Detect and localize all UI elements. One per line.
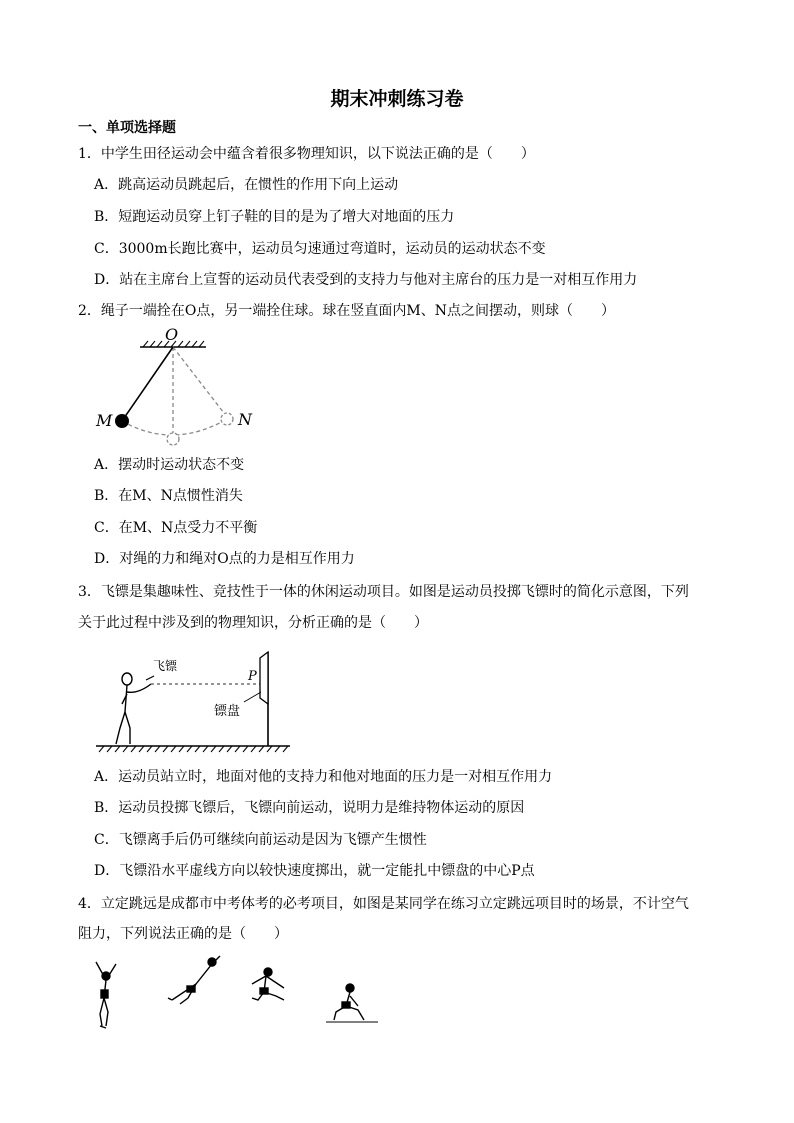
dartboard — [260, 652, 268, 704]
page-title: 期末冲刺练习卷 — [330, 88, 464, 110]
pendulum-figure — [88, 322, 278, 452]
question-2-stem: 2．绳子一端拴在O点，另一端拴住球。球在竖直面内M、N点之间摆动，则球（ ） — [78, 303, 615, 319]
question-1-option-c: C．3000m长跑比赛中，运动员匀速通过弯道时，运动员的运动状态不变 — [94, 241, 546, 257]
section-heading: 一、单项选择题 — [78, 120, 176, 136]
ball-m — [115, 414, 129, 428]
question-3-stem-line-2: 关于此过程中涉及到的物理知识，分析正确的是（ ） — [78, 615, 428, 631]
dart-figure — [94, 644, 294, 756]
point-m-label: M — [96, 411, 113, 430]
question-1-option-d: D．站在主席台上宣誓的运动员代表受到的支持力与他对主席台的压力是一对相互作用力 — [94, 272, 638, 288]
dart-label: 飞镖 — [153, 659, 178, 673]
ball-middle — [167, 433, 179, 445]
question-2-option-a: A．摆动时运动状态不变 — [94, 457, 245, 473]
ball-n — [221, 413, 233, 425]
question-1-option-b: B．短跑运动员穿上钉子鞋的目的是为了增大对地面的压力 — [94, 209, 455, 225]
question-3-option-c: C．飞镖离手后仍可继续向前运动是因为飞镖产生惯性 — [94, 832, 427, 848]
question-2-option-b: B．在M、N点惯性消失 — [94, 488, 243, 504]
question-1-option-a: A．跳高运动员跳起后，在惯性的作用下向上运动 — [94, 177, 399, 193]
thrower-figure — [116, 673, 151, 744]
question-4-stem-line-2: 阻力，下列说法正确的是（ ） — [78, 926, 288, 942]
point-o-label: O — [165, 325, 179, 344]
question-1-stem: 1．中学生田径运动会中蕴含着很多物理知识，以下说法正确的是（ ） — [78, 146, 535, 162]
point-n-label: N — [238, 410, 252, 429]
jumper-pose-2 — [168, 956, 220, 1004]
jumper-pose-4 — [326, 984, 378, 1022]
point-p-label: P — [248, 669, 257, 684]
question-2-option-d: D．对绳的力和绳对O点的力是相互作用力 — [94, 551, 355, 567]
question-4-stem-line-1: 4．立定跳远是成都市中考体考的必考项目，如图是某同学在练习立定跳远项目时的场景，不计空气 — [78, 896, 689, 912]
jumper-pose-1 — [96, 962, 116, 1028]
jumper-pose-3 — [252, 968, 284, 1000]
question-2-option-c: C．在M、N点受力不平衡 — [94, 520, 258, 536]
question-3-option-a: A．运动员站立时，地面对他的支持力和他对地面的压力是一对相互作用力 — [94, 769, 553, 785]
question-3-option-d: D．飞镖沿水平虚线方向以较快速度掷出，就一定能扎中镖盘的中心P点 — [94, 863, 535, 879]
question-3-stem-line-1: 3．飞镖是集趣味性、竞技性于一体的休闲运动项目。如图是运动员投掷飞镖时的简化示意图，下列 — [78, 584, 689, 600]
question-3-option-b: B．运动员投掷飞镖后，飞镖向前运动，说明力是维持物体运动的原因 — [94, 800, 525, 816]
dartboard-label: 镖盘 — [214, 704, 241, 719]
long-jump-figure — [88, 950, 398, 1035]
